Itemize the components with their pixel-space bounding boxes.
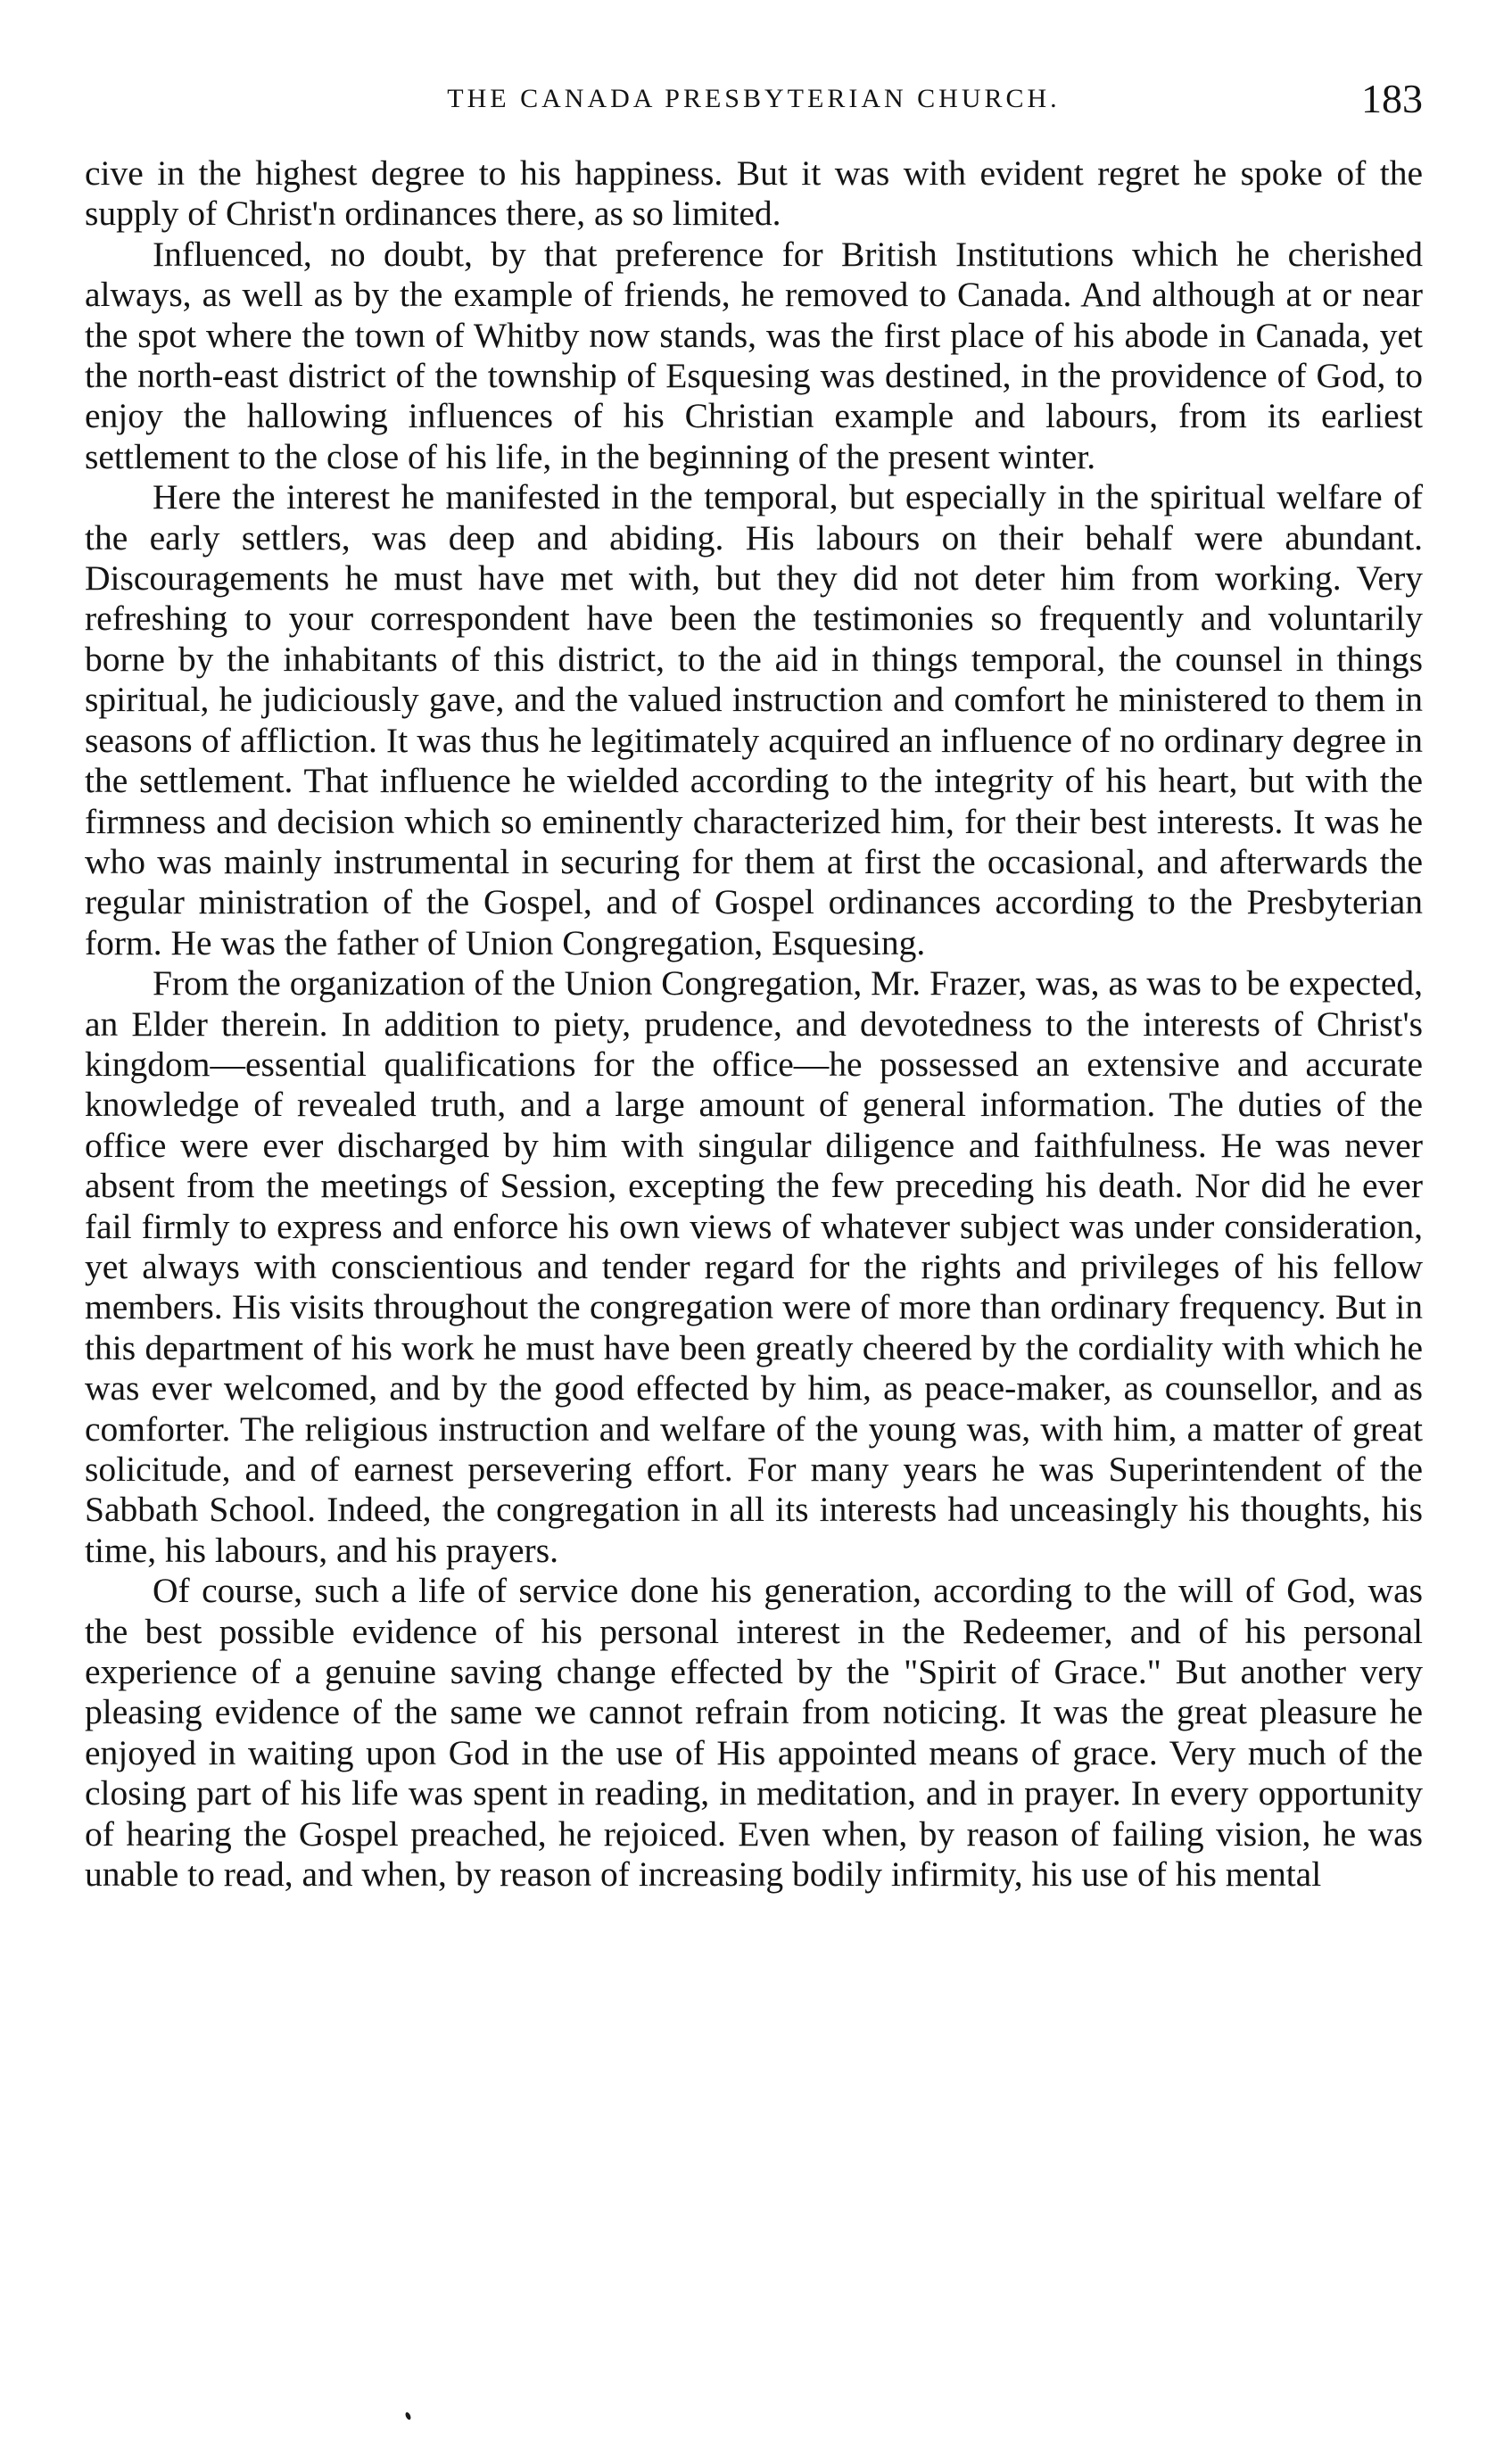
page-header <box>85 71 1423 125</box>
paragraph: Of course, such a life of service done his generation, according to the will of God, was the best possible evidence of his personal interest in the Redeemer, and of his personal experience of a genuine saving change effected by the "Spirit of Grace." But another very pleasing evidence of the same we cannot refrain from noticing. It was the great pleasure he enjoyed in waiting upon God in the use of His appointed means of grace. Very much of the closing part of his life was spent in reading, in meditation, and in prayer. In every opportunity of hearing the Gospel preached, he rejoiced. Even when, by reason of failing vision, he was unable to read, and when, by reason of increasing bodily infirmity, his use of his mental <box>85 1571 1423 1895</box>
page-number: 183 <box>1361 76 1423 121</box>
paragraph: Here the interest he manifested in the temporal, but especially in the spiritual welfare of the early settlers, was deep and abiding. His labours on their behalf were abundant. Discouragements he must have met with, but they did not deter him from working. Very refreshing to your correspondent have been the testimonies so frequently and voluntarily borne by the inhabitants of this district, to the aid in things temporal, the counsel in things spiritual, he judiciously gave, and the valued instruction and comfort he ministered to them in seasons of affliction. It was thus he legitimately acquired an influence of no ordinary degree in the settlement. That influence he wielded according to the integrity of his heart, but with the firmness and decision which so eminently characterized him, for their best interests. It was he who was mainly instrumental in securing for them at first the occasional, and afterwards the regular ministration of the Gospel, and of Gospel ordinances according to the Presbyterian form. He was the father of Union Congregation, Esquesing. <box>85 477 1423 962</box>
running-title: THE CANADA PRESBYTERIAN CHURCH. <box>447 84 1061 113</box>
paragraph-continued: cive in the highest degree to his happiness. But it was with evident regret he spoke of the supply of Christ'n ordinances there, as so limited. <box>85 153 1423 234</box>
paragraph: Influenced, no doubt, by that preference for British Institutions which he cherished always, as well as by the example of friends, he removed to Canada. And although at or near the spot where the town of Whitby now stands, was the first place of his abode in Canada, yet the north-east district of the township of Esquesing was destined, in the providence of God, to enjoy the hallowing influences of his Christian example and labours, from its earliest settlement to the close of his life, in the beginning of the present winter. <box>85 234 1423 476</box>
paragraph: From the organization of the Union Congregation, Mr. Frazer, was, as was to be expected, an Elder therein. In addition to piety, prudence, and devotedness to the interests of Christ's kingdom—essential qualifications for the office—he possessed an extensive and accurate knowledge of revealed truth, and a large amount of general information. The duties of the office were ever discharged by him with singular diligence and faithfulness. He was never absent from the meetings of Session, excepting the few preceding his death. Nor did he ever fail firmly to express and enforce his own views of whatever subject was under consideration, yet always with conscientious and tender regard for the rights and privileges of his fellow members. His visits throughout the congregation were of more than ordinary frequency. But in this department of his work he must have been greatly cheered by the cordiality with which he was ever welcomed, and by the good effected by him, as peace-maker, as counsellor, and as comforter. The religious instruction and welfare of the young was, with him, a matter of great solicitude, and of earnest persevering effort. For many years he was Superintendent of the Sabbath School. Indeed, the congregation in all its interests had unceasingly his thoughts, his time, his labours, and his prayers. <box>85 963 1423 1570</box>
ink-speck <box>404 2411 411 2420</box>
body-text <box>85 153 1423 1895</box>
book-page <box>85 71 1423 1895</box>
